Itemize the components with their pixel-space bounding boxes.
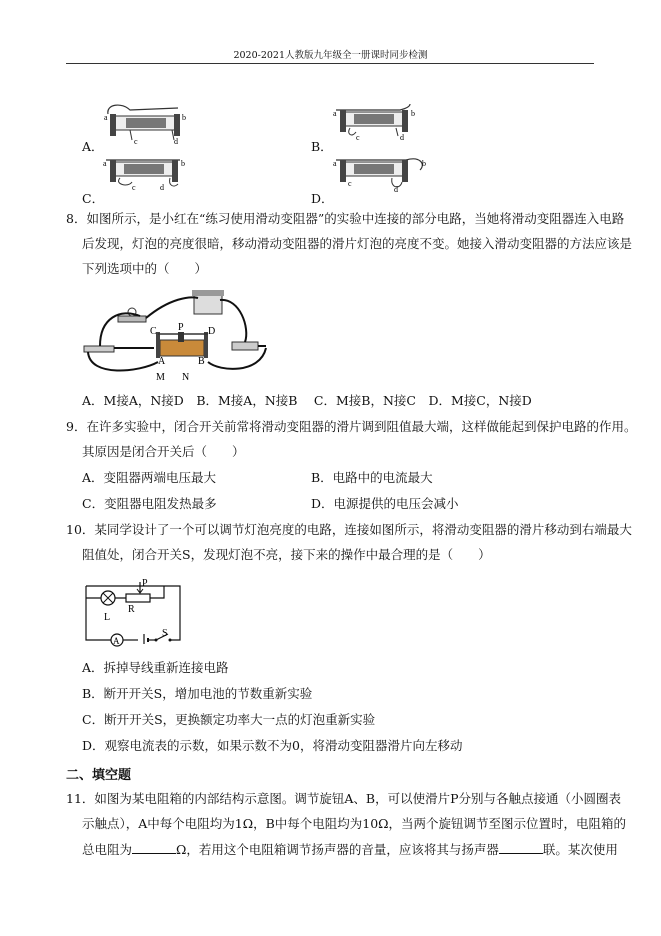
q9-option-c: C．变阻器电阻发热最多 [82, 496, 217, 511]
header-divider [66, 63, 594, 64]
q7-rheostat-figure-d [330, 152, 430, 194]
q10-circuit-figure [84, 576, 184, 652]
fig-label-a: A [158, 356, 166, 367]
fig-label-m: M [156, 372, 165, 383]
answer-blank-2[interactable] [499, 842, 543, 854]
term-a-label: a [333, 159, 337, 168]
fig-label-s: S [162, 628, 168, 639]
q9-option-d: D．电源提供的电压会减小 [311, 496, 459, 511]
q8-options: A．M接A，N接D B．M接A，N接B C．M接B，N接C D．M接C，N接D [82, 393, 532, 408]
term-c-label: c [134, 137, 138, 146]
fig-label-c: C [150, 326, 157, 337]
fig-label-p: P [178, 322, 184, 333]
section-title: 二、填空题 [66, 768, 132, 783]
q8-line-2: 后发现，灯泡的亮度很暗，移动滑动变阻器的滑片灯泡的亮度不变。她接入滑动变阻器的方法应该是 [82, 236, 633, 251]
page-header: 2020-2021人教版九年级全一册课时同步检测 [233, 50, 428, 61]
q8-line-1: 8．如图所示，是小红在“练习使用滑动变阻器”的实验中连接的部分电路，当她将滑动变阻器连入电路 [66, 211, 625, 226]
q10-line-1: 10．某同学设计了一个可以调节灯泡亮度的电路，连接如图所示，将滑动变阻器的滑片移动到右端最大 [66, 522, 632, 537]
term-d-label: d [174, 137, 178, 146]
term-d-label: d [400, 133, 404, 142]
q11-line-3-part-2: Ω，若用这个电阻箱调节扬声器的音量，应该将其与扬声器 [176, 842, 499, 857]
q7-option-d-label: D． [311, 191, 334, 206]
q11-line-2: 示触点），A中每个电阻均为1Ω，B中每个电阻均为10Ω，当两个旋钮调节至图示位置时，电阻箱的 [82, 816, 627, 831]
q11-line-3-part-3: 联。某次使用 [542, 842, 618, 857]
term-c-label: c [356, 133, 360, 142]
fig-label-l: L [104, 612, 111, 623]
q7-option-c-label: C． [82, 191, 105, 206]
term-d-label: d [160, 183, 164, 192]
fig-label-b: B [198, 356, 205, 367]
term-a-label: a [104, 113, 108, 122]
q9-option-b: B．电路中的电流最大 [311, 470, 433, 485]
fig-label-d: D [208, 326, 216, 337]
q11-line-1: 11．如图为某电阻箱的内部结构示意图。调节旋钮A、B，可以使滑片P分别与各触点接通（小圆圈表 [66, 791, 622, 806]
term-c-label: c [348, 179, 352, 188]
term-a-label: a [103, 159, 107, 168]
q11-line-3-part-1: 总电阻为 [82, 842, 133, 857]
term-c-label: c [132, 183, 136, 192]
term-b-label: b [422, 159, 426, 168]
fig-label-p: P [142, 578, 148, 589]
q10-option-d: D．观察电流表的示数，如果示数不为0，将滑动变阻器滑片向左移动 [82, 738, 463, 753]
q9-line-1: 9．在许多实验中，闭合开关前常将滑动变阻器的滑片调到阻值最大端，这样做能起到保护电路的作用。 [66, 419, 637, 434]
q7-option-b-label: B． [311, 139, 333, 154]
q9-option-a: A．变阻器两端电压最大 [82, 470, 217, 485]
q11-line-3 [82, 842, 618, 858]
fig-ammeter-label: A [113, 636, 120, 646]
answer-blank-1[interactable] [132, 842, 176, 854]
q10-option-a: A．拆掉导线重新连接电路 [82, 660, 229, 675]
q8-line-3: 下列选项中的（ ） [82, 261, 208, 276]
fig-label-r: R [128, 604, 135, 615]
q10-option-c: C．断开开关S，更换额定功率大一点的灯泡重新实验 [82, 712, 376, 727]
term-b-label: b [182, 113, 186, 122]
q10-option-b: B．断开开关S，增加电池的节数重新实验 [82, 686, 313, 701]
term-b-label: b [411, 109, 415, 118]
q10-line-2: 阻值处，闭合开关S，发现灯泡不亮，接下来的操作中最合理的是（ ） [82, 547, 491, 562]
q9-line-2: 其原因是闭合开关后（ ） [82, 444, 245, 459]
fig-label-n: N [182, 372, 190, 383]
term-a-label: a [333, 109, 337, 118]
q8-circuit-figure [80, 288, 270, 384]
q7-rheostat-figure-a [100, 100, 190, 150]
term-b-label: b [181, 159, 185, 168]
q7-rheostat-figure-c [100, 154, 190, 194]
q7-rheostat-figure-b [330, 102, 420, 142]
term-d-label: d [394, 185, 398, 194]
q7-option-a-label: A． [82, 139, 104, 154]
